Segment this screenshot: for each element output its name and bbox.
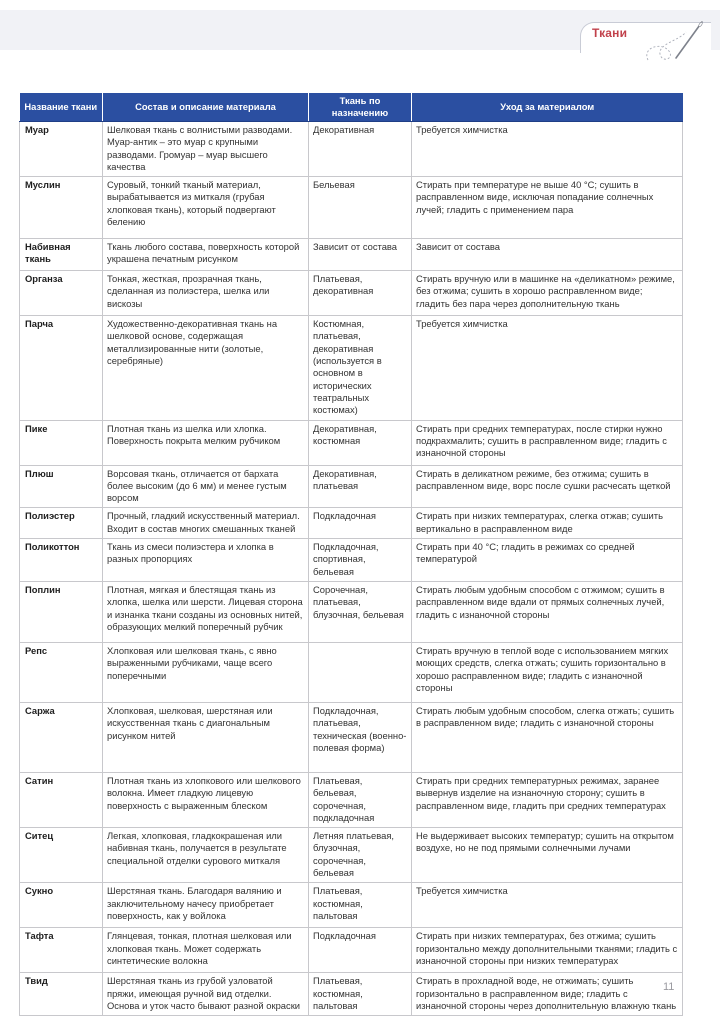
fabric-description: Ткань из смеси полиэстера и хлопка в разных пропорциях <box>103 539 309 582</box>
table-row <box>20 420 683 465</box>
table-row <box>20 316 683 420</box>
fabric-care: Стирать вручную или в машинке на «деликатном» режиме, без отжима; сушить в хорошо расправленном виде; гладить без пара через дополнительную ткань <box>412 271 683 316</box>
table-row <box>20 642 683 702</box>
fabric-description: Шелковая ткань с волнистыми разводами. Муар-антик – это муар с крупными разводами. Громуар – муар высшего качества <box>103 122 309 177</box>
fabric-name: Органза <box>20 271 103 316</box>
fabric-care: Стирать при средних температурных режимах, заранее вывернув изделие на изнаночную сторону; сушить в расправленном виде, гладить при средних температурах <box>412 772 683 827</box>
fabric-purpose: Бельевая <box>309 177 412 239</box>
fabric-purpose: Платьевая, костюмная, пальтовая <box>309 883 412 928</box>
fabric-description: Художественно-декоративная ткань на шелковой основе, содержащая металлизированные нити (золотые, серебряные) <box>103 316 309 420</box>
table-row <box>20 177 683 239</box>
fabric-name: Репс <box>20 642 103 702</box>
fabric-description: Хлопковая, шелковая, шерстяная или искусственная ткань с диагональным рисунком нитей <box>103 702 309 772</box>
fabric-description: Суровый, тонкий тканый материал, вырабатывается из миткаля (грубая хлопковая ткань), который подвергают белению <box>103 177 309 239</box>
fabric-care: Стирать любым удобным способом с отжимом; сушить в расправленном виде вдали от прямых солнечных лучей, гладить с изнаночной стороны <box>412 581 683 642</box>
fabric-name: Поликоттон <box>20 539 103 582</box>
fabric-description: Прочный, гладкий искусственный материал. Входит в состав многих смешанных тканей <box>103 508 309 539</box>
header-care: Уход за материалом <box>412 93 683 122</box>
fabric-care: Стирать при низких температурах, без отжима; сушить горизонтально между дополнительными тканями; гладить с изнаночной стороны при низких температурах <box>412 928 683 973</box>
fabric-purpose: Подкладочная <box>309 508 412 539</box>
fabric-care: Стирать в деликатном режиме, без отжима; сушить в расправленном виде, ворс после сушки расчесать щеткой <box>412 465 683 508</box>
fabric-purpose: Платьевая, бельевая, сорочечная, подкладочная <box>309 772 412 827</box>
fabric-table <box>19 93 683 1016</box>
table-row <box>20 581 683 642</box>
fabric-care: Стирать в прохладной воде, не отжимать; сушить горизонтально в расправленном виде; гладить с изнаночной стороны через дополнительную влажную ткань <box>412 973 683 1016</box>
table-row <box>20 973 683 1016</box>
fabric-description: Легкая, хлопковая, гладкокрашеная или набивная ткань, получается в результате специальной отделки сурового миткаля <box>103 828 309 883</box>
table-row <box>20 539 683 582</box>
fabric-description: Ткань любого состава, поверхность которой украшена печатным рисунком <box>103 239 309 271</box>
fabric-care: Требуется химчистка <box>412 316 683 420</box>
fabric-purpose: Подкладочная, платьевая, техническая (военно-полевая форма) <box>309 702 412 772</box>
fabric-care: Стирать при 40 °С; гладить в режимах со средней температурой <box>412 539 683 582</box>
needle-thread-icon <box>640 18 710 68</box>
table-row <box>20 122 683 177</box>
fabric-care: Стирать любым удобным способом, слегка отжать; сушить в расправленном виде; гладить с изнаночной стороны <box>412 702 683 772</box>
fabric-purpose: Платьевая, костюмная, пальтовая <box>309 973 412 1016</box>
fabric-name: Полиэстер <box>20 508 103 539</box>
fabric-care: Стирать вручную в теплой воде с использованием мягких моющих средств, слегка отжать; сушить горизонтально в хорошо расправленном виде; гладить с изнаночной стороны <box>412 642 683 702</box>
fabric-description: Плотная ткань из хлопкового или шелкового волокна. Имеет гладкую лицевую поверхность с выраженным блеском <box>103 772 309 827</box>
fabric-purpose: Подкладочная <box>309 928 412 973</box>
fabric-name: Тафта <box>20 928 103 973</box>
fabric-description: Плотная, мягкая и блестящая ткань из хлопка, шелка или шерсти. Лицевая сторона и изнанка ткани созданы из основных нитей, образующих мелкий поперечный рубчик <box>103 581 309 642</box>
fabric-purpose: Сорочечная, платьевая, блузочная, бельевая <box>309 581 412 642</box>
fabric-name: Сатин <box>20 772 103 827</box>
table-row <box>20 271 683 316</box>
table-row <box>20 772 683 827</box>
fabric-purpose <box>309 642 412 702</box>
fabric-description: Хлопковая или шелковая ткань, с явно выраженными рубчиками, чаще всего поперечными <box>103 642 309 702</box>
fabric-name: Ситец <box>20 828 103 883</box>
fabric-care: Не выдерживает высоких температур; сушить на открытом воздухе, но не под прямыми солнечными лучами <box>412 828 683 883</box>
page-number: 11 <box>663 981 675 993</box>
table-row <box>20 239 683 271</box>
fabric-name: Набивная ткань <box>20 239 103 271</box>
fabric-name: Парча <box>20 316 103 420</box>
fabric-description: Ворсовая ткань, отличается от бархата более высоким (до 6 мм) и менее густым ворсом <box>103 465 309 508</box>
fabric-name: Сукно <box>20 883 103 928</box>
fabric-purpose: Костюмная, платьевая, декоративная (используется в основном в исторических театральных костюмах) <box>309 316 412 420</box>
fabric-name: Поплин <box>20 581 103 642</box>
fabric-name: Муслин <box>20 177 103 239</box>
table-row <box>20 508 683 539</box>
fabric-description: Глянцевая, тонкая, плотная шелковая или хлопковая ткань. Может содержать синтетические волокна <box>103 928 309 973</box>
fabric-care: Стирать при температуре не выше 40 °С; сушить в расправленном виде, исключая попадание солнечных лучей; гладить с применением пара <box>412 177 683 239</box>
table-row <box>20 883 683 928</box>
fabric-name: Плюш <box>20 465 103 508</box>
table-row <box>20 465 683 508</box>
fabric-care: Зависит от состава <box>412 239 683 271</box>
fabric-purpose: Декоративная <box>309 122 412 177</box>
fabric-description: Шерстяная ткань из грубой узловатой пряжи, имеющая ручной вид отделки. Основа и уток часто бывают разной окраски <box>103 973 309 1016</box>
fabric-description: Тонкая, жесткая, прозрачная ткань, сделанная из полиэстера, шелка или вискозы <box>103 271 309 316</box>
header-description: Состав и описание материала <box>103 93 309 122</box>
fabric-name: Твид <box>20 973 103 1016</box>
table-header-row <box>20 93 683 122</box>
fabric-care: Требуется химчистка <box>412 883 683 928</box>
fabric-name: Саржа <box>20 702 103 772</box>
fabric-purpose: Зависит от состава <box>309 239 412 271</box>
fabric-purpose: Декоративная, костюмная <box>309 420 412 465</box>
fabric-care: Требуется химчистка <box>412 122 683 177</box>
fabric-description: Шерстяная ткань. Благодаря валянию и заключительному начесу приобретает поверхность, как у войлока <box>103 883 309 928</box>
fabric-purpose: Платьевая, декоративная <box>309 271 412 316</box>
fabric-purpose: Декоративная, платьевая <box>309 465 412 508</box>
header-purpose: Ткань по назначению <box>309 93 412 122</box>
table-row <box>20 702 683 772</box>
fabric-care: Стирать при низких температурах, слегка отжав; сушить вертикально в расправленном виде <box>412 508 683 539</box>
fabric-name: Муар <box>20 122 103 177</box>
table-row <box>20 928 683 973</box>
fabric-purpose: Подкладочная, спортивная, бельевая <box>309 539 412 582</box>
fabric-name: Пике <box>20 420 103 465</box>
fabric-description: Плотная ткань из шелка или хлопка. Поверхность покрыта мелким рубчиком <box>103 420 309 465</box>
header-fabric-name: Название ткани <box>20 93 103 122</box>
fabric-care: Стирать при средних температурах, после стирки нужно подкрахмалить; сушить в расправленном виде; гладить с изнаночной стороны <box>412 420 683 465</box>
fabric-purpose: Летняя платьевая, блузочная, сорочечная, бельевая <box>309 828 412 883</box>
section-title: Ткани <box>592 26 628 40</box>
table-row <box>20 828 683 883</box>
